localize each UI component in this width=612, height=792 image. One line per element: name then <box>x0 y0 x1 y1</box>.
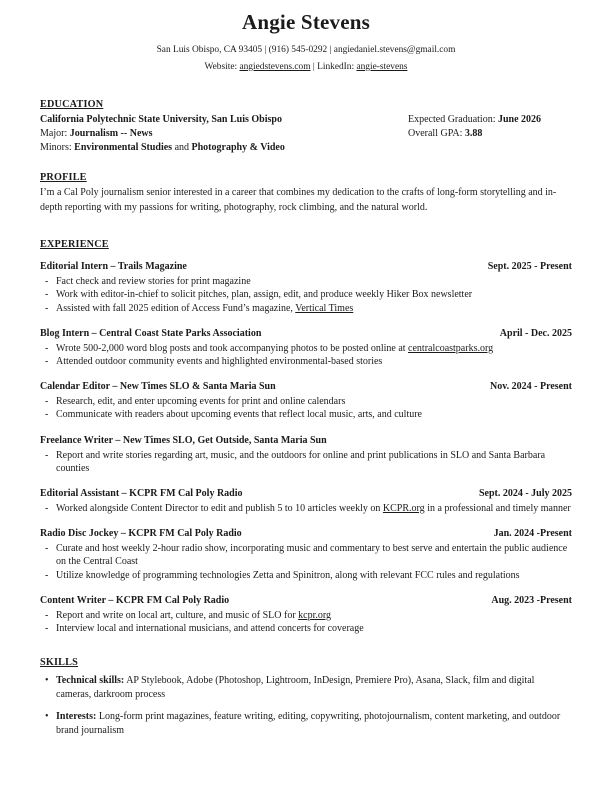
job-bullets <box>40 395 572 421</box>
website-link[interactable]: angiedstevens.com <box>239 62 311 72</box>
linkedin-label: LinkedIn: <box>317 62 357 72</box>
bullet-text-segment: Report and write on local art, culture, and music of SLO for <box>56 609 299 621</box>
dash-bullet-marker: - <box>45 276 49 288</box>
job-title: Radio Disc Jockey – KCPR FM Cal Poly Radio <box>40 528 242 540</box>
dot-bullet-marker: • <box>45 711 49 723</box>
inline-link[interactable]: Vertical Times <box>295 302 354 314</box>
profile-text: I’m a Cal Poly journalism senior interested in a career that combines my dedication to the crafts of long-form storytelling and in-depth reporting with my passions for writing, photography, rock climbing, and the natural world. <box>40 187 557 213</box>
inline-link[interactable]: centralcoastparks.org <box>408 342 494 354</box>
bullet-text-segment: Assisted with fall 2025 edition of Access Fund’s magazine, <box>56 302 296 314</box>
job-header <box>40 434 572 448</box>
bullet-text <box>56 502 572 515</box>
education-details <box>40 113 572 155</box>
job-date: Nov. 2024 - Present <box>489 381 572 393</box>
job-title: Editorial Assistant – KCPR FM Cal Poly Radio <box>40 488 243 500</box>
bullet-text: Attended outdoor community events and highlighted environmental-based stories <box>56 356 383 367</box>
section-profile <box>40 172 572 215</box>
expected-graduation <box>408 113 572 127</box>
job-date: Aug. 2023 -Present <box>491 594 572 606</box>
dash-bullet-marker: - <box>45 449 49 461</box>
bullet-text <box>56 302 572 315</box>
bullet-item <box>40 569 572 582</box>
job-header <box>40 380 572 394</box>
major-value: Journalism -- News <box>69 128 153 139</box>
links-line <box>40 62 572 72</box>
bullet-item <box>40 288 572 301</box>
linkedin-link[interactable]: angie-stevens <box>356 62 408 72</box>
website-label: Website: <box>204 62 240 72</box>
bullet-text: Work with editor-in-chief to solicit pitches, plan, assign, edit, and produce weekly Hiker Box newsletter <box>56 289 473 301</box>
job-bullets <box>40 342 572 368</box>
dash-bullet-marker: - <box>45 409 49 421</box>
job-entry <box>40 327 572 368</box>
bullet-item <box>40 302 572 315</box>
dash-bullet-marker: - <box>45 543 49 555</box>
bullet-text: Communicate with readers about upcoming events that reflect local music, arts, and culture <box>56 409 422 421</box>
skill-text <box>56 710 572 737</box>
job-entry <box>40 527 572 582</box>
section-education <box>40 99 572 155</box>
education-row-minors <box>40 141 572 155</box>
education-heading: EDUCATION <box>40 99 104 110</box>
bullet-text: Interview local and international musicians, and attend concerts for coverage <box>56 623 364 635</box>
job-header <box>40 527 572 541</box>
bullet-item <box>40 502 572 515</box>
bullet-item <box>40 275 572 288</box>
experience-heading: EXPERIENCE <box>40 239 109 251</box>
job-header <box>40 594 572 608</box>
major-label: Major: <box>40 128 70 139</box>
bullet-item <box>40 609 572 622</box>
bullet-text: Curate and host weekly 2-hour radio show, incorporating music and commentary to best serve and entertain the public audience on the Central Coast <box>56 543 568 568</box>
expected-graduation-label: Expected Graduation: <box>408 114 498 125</box>
dash-bullet-marker: - <box>45 609 49 621</box>
job-header <box>40 260 572 274</box>
resume-header <box>40 10 572 72</box>
inline-link[interactable]: KCPR.org <box>382 503 425 515</box>
minor-1-value: Environmental Studies <box>74 142 173 153</box>
dash-bullet-marker: - <box>45 302 49 314</box>
skill-label: Interests: <box>56 711 97 723</box>
education-row-major <box>40 127 572 141</box>
job-title: Calendar Editor – New Times SLO & Santa Maria Sun <box>40 381 276 393</box>
job-bullets <box>40 275 572 315</box>
links-separator: | <box>310 62 318 72</box>
school-name: California Polytechnic State University, San Luis Obispo <box>40 114 282 125</box>
bullet-item <box>40 622 572 635</box>
job-header <box>40 487 572 501</box>
bullet-text <box>56 342 572 355</box>
major <box>40 127 408 141</box>
dash-bullet-marker: - <box>45 396 49 408</box>
person-name: Angie Stevens <box>241 10 370 34</box>
minors <box>40 141 572 155</box>
bullet-text <box>56 609 572 622</box>
job-entry <box>40 434 572 475</box>
job-bullets <box>40 542 572 582</box>
job-title: Freelance Writer – New Times SLO, Get Outside, Santa Maria Sun <box>40 434 327 446</box>
dot-bullet-marker: • <box>45 675 49 687</box>
minors-label: Minors: <box>40 142 75 153</box>
contact-line: San Luis Obispo, CA 93405 | (916) 545-0292 | angiedaniel.stevens@gmail.com <box>156 45 456 55</box>
dash-bullet-marker: - <box>45 623 49 635</box>
job-entry <box>40 487 572 515</box>
bullet-text-segment: in a professional and timely manner <box>424 503 571 515</box>
skill-label: Technical skills: <box>56 675 125 687</box>
dash-bullet-marker: - <box>45 569 49 581</box>
job-date: Sept. 2025 - Present <box>487 261 572 273</box>
bullet-item <box>40 449 572 475</box>
bullet-text: Fact check and review stories for print magazine <box>56 276 251 288</box>
skill-text <box>56 674 572 701</box>
dash-bullet-marker: - <box>45 356 49 367</box>
bullet-text: Report and write stories regarding art, music, and the outdoors for online and print publications in SLO and Santa Barbara counties <box>56 449 546 474</box>
job-bullets <box>40 502 572 515</box>
bullet-text-segment: Wrote 500-2,000 word blog posts and took accompanying photos to be posted online at <box>56 342 409 354</box>
inline-link[interactable]: kcpr.org <box>298 609 332 621</box>
skill-detail: AP Stylebook, Adobe (Photoshop, Lightroom, InDesign, Premiere Pro), Asana, Slack, film and digital cameras, darkroom process <box>56 675 535 700</box>
section-skills <box>40 657 572 737</box>
education-row-school <box>40 113 572 127</box>
bullet-text-segment: Worked alongside Content Director to edit and publish 5 to 10 articles weekly on <box>56 503 383 515</box>
job-date: Jan. 2024 -Present <box>493 528 572 540</box>
job-bullets <box>40 609 572 635</box>
skill-item <box>40 710 572 737</box>
job-header <box>40 327 572 341</box>
bullet-item <box>40 408 572 421</box>
job-date: April - Dec. 2025 <box>499 327 572 339</box>
job-title: Content Writer – KCPR FM Cal Poly Radio <box>40 594 230 606</box>
skill-item <box>40 674 572 701</box>
bullet-item <box>40 355 572 368</box>
expected-graduation-value: June 2026 <box>497 114 542 125</box>
job-date: Sept. 2024 - July 2025 <box>478 488 572 500</box>
profile-heading: PROFILE <box>40 172 87 183</box>
job-entry <box>40 594 572 635</box>
bullet-text: Research, edit, and enter upcoming events for print and online calendars <box>56 396 346 408</box>
gpa <box>408 127 572 141</box>
bullet-item <box>40 395 572 408</box>
job-bullets <box>40 449 572 475</box>
bullet-item <box>40 342 572 355</box>
bullet-item <box>40 542 572 568</box>
skills-heading: SKILLS <box>40 657 79 669</box>
dash-bullet-marker: - <box>45 289 49 301</box>
job-entry <box>40 260 572 315</box>
dash-bullet-marker: - <box>45 342 49 354</box>
section-experience <box>40 239 572 635</box>
job-title: Editorial Intern – Trails Magazine <box>40 261 187 273</box>
bullet-text: Utilize knowledge of programming technologies Zetta and Spinitron, along with relevant FCC rules and regulations <box>56 569 520 581</box>
gpa-label: Overall GPA: <box>408 128 465 139</box>
minors-conjunction: and <box>172 142 192 153</box>
minor-2-value: Photography & Video <box>191 142 285 153</box>
job-entry <box>40 380 572 421</box>
gpa-value: 3.88 <box>464 128 483 139</box>
job-title: Blog Intern – Central Coast State Parks Association <box>40 327 262 339</box>
dash-bullet-marker: - <box>45 503 49 515</box>
skill-detail: Long-form print magazines, feature writing, editing, copywriting, photojournalism, content marketing, and outdoor brand journalism <box>56 711 561 737</box>
